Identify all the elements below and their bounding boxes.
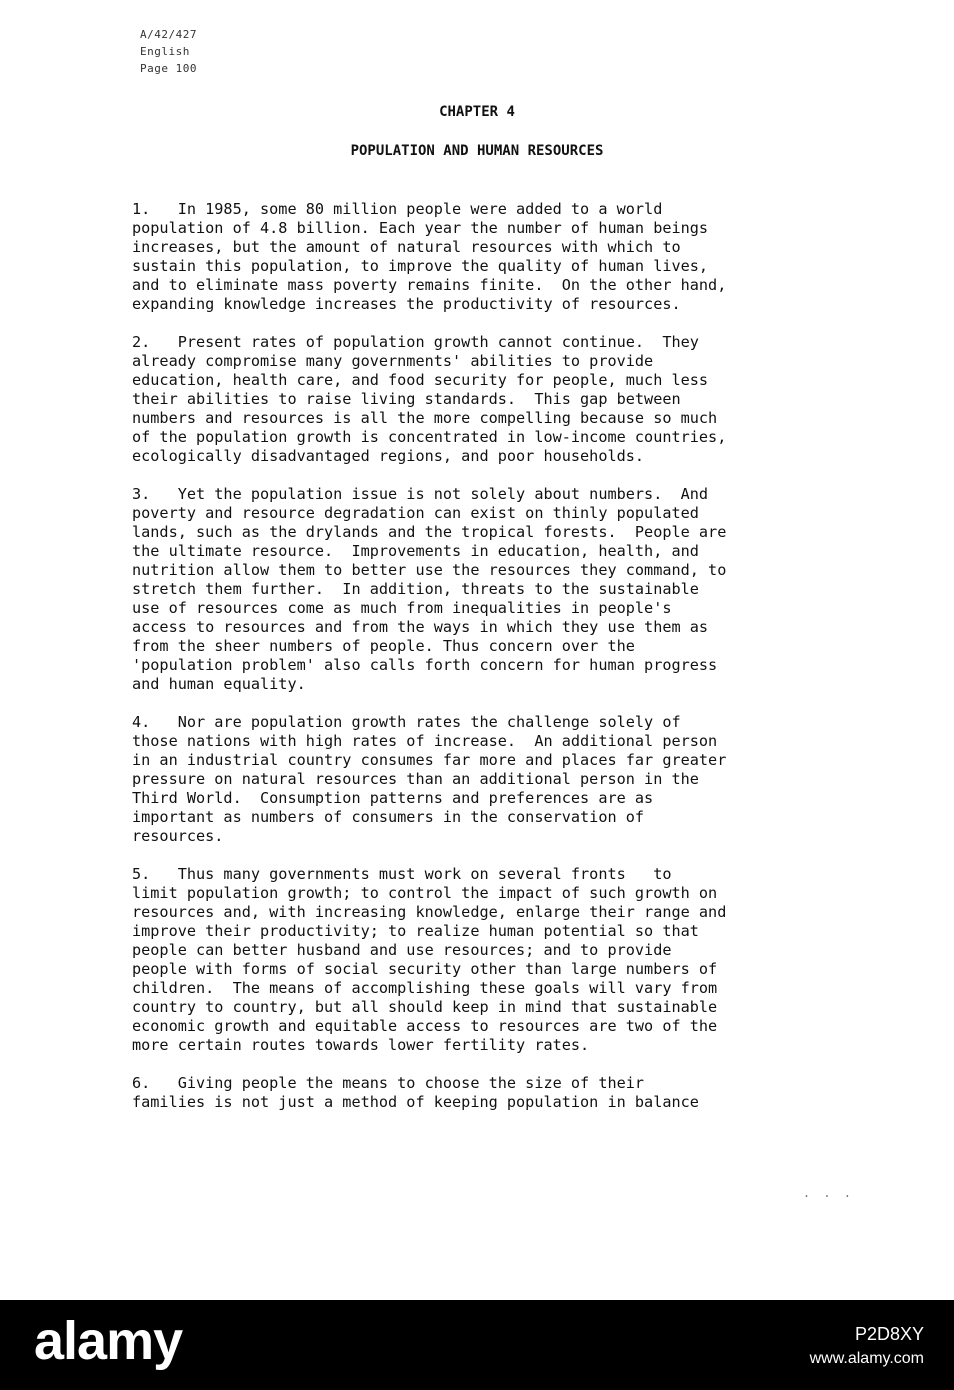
document-symbol: A/42/427 — [140, 28, 197, 41]
text-line: families is not just a method of keeping population in balance — [132, 1093, 699, 1111]
text-line: 3. Yet the population issue is not solely about numbers. And — [132, 485, 709, 503]
text-line: those nations with high rates of increase. An additional person — [132, 732, 718, 750]
text-line: nutrition allow them to better use the resources they command, to — [132, 561, 727, 579]
text-line: 6. Giving people the means to choose the size of their — [132, 1074, 645, 1092]
text-line: people with forms of social security other than large numbers of — [132, 960, 718, 978]
site-url: www.alamy.com — [809, 1350, 924, 1367]
alamy-logo: alamy — [34, 1311, 183, 1371]
text-line: 'population problem' also calls forth concern for human progress — [132, 656, 718, 674]
page-number: Page 100 — [140, 62, 197, 75]
text-line: improve their productivity; to realize human potential so that — [132, 922, 699, 940]
text-line: economic growth and equitable access to resources are two of the — [132, 1017, 718, 1035]
text-line: use of resources come as much from inequalities in people's — [132, 599, 672, 617]
text-line: and human equality. — [132, 675, 306, 693]
text-line: numbers and resources is all the more compelling because so much — [132, 409, 718, 427]
text-line: sustain this population, to improve the quality of human lives, — [132, 257, 709, 275]
text-line: and to eliminate mass poverty remains finite. On the other hand, — [132, 276, 727, 294]
paragraph-2 — [132, 333, 892, 466]
paragraph-5 — [132, 865, 892, 1055]
chapter-heading: CHAPTER 4 — [439, 104, 515, 120]
text-line: resources and, with increasing knowledge, enlarge their range and — [132, 903, 727, 921]
text-line: population of 4.8 billion. Each year the number of human beings — [132, 219, 709, 237]
text-line: resources. — [132, 827, 224, 845]
text-line: in an industrial country consumes far more and places far greater — [132, 751, 727, 769]
paragraph-1 — [132, 200, 892, 314]
text-line: 4. Nor are population growth rates the challenge solely of — [132, 713, 681, 731]
text-line: of the population growth is concentrated in low-income countries, — [132, 428, 727, 446]
text-line: already compromise many governments' abilities to provide — [132, 352, 654, 370]
text-line: from the sheer numbers of people. Thus concern over the — [132, 637, 635, 655]
text-line: their abilities to raise living standards. This gap between — [132, 390, 681, 408]
text-line: increases, but the amount of natural resources with which to — [132, 238, 681, 256]
document-header — [140, 26, 197, 77]
text-line: people can better husband and use resources; and to provide — [132, 941, 672, 959]
document-language: English — [140, 45, 190, 58]
paragraph-3 — [132, 485, 892, 694]
text-line: stretch them further. In addition, threats to the sustainable — [132, 580, 699, 598]
text-line: children. The means of accomplishing these goals will vary from — [132, 979, 718, 997]
text-line: expanding knowledge increases the productivity of resources. — [132, 295, 681, 313]
text-line: poverty and resource degradation can exist on thinly populated — [132, 504, 699, 522]
text-line: ecologically disadvantaged regions, and poor households. — [132, 447, 645, 465]
text-line: education, health care, and food security for people, much less — [132, 371, 709, 389]
text-line: Third World. Consumption patterns and preferences are as — [132, 789, 654, 807]
text-line: more certain routes towards lower fertility rates. — [132, 1036, 590, 1054]
text-line: access to resources and from the ways in which they use them as — [132, 618, 709, 636]
chapter-title: POPULATION AND HUMAN RESOURCES — [350, 143, 604, 159]
continuation-mark: . . . — [802, 1186, 854, 1200]
document-body — [132, 200, 892, 1131]
text-line: lands, such as the drylands and the tropical forests. People are — [132, 523, 727, 541]
image-id: P2D8XY — [854, 1324, 924, 1344]
paragraph-4 — [132, 713, 892, 846]
paragraph-6 — [132, 1074, 892, 1112]
text-line: 1. In 1985, some 80 million people were added to a world — [132, 200, 663, 218]
text-line: important as numbers of consumers in the conservation of — [132, 808, 645, 826]
watermark-footer — [0, 1300, 954, 1390]
text-line: 2. Present rates of population growth cannot continue. They — [132, 333, 699, 351]
text-line: country to country, but all should keep in mind that sustainable — [132, 998, 718, 1016]
text-line: pressure on natural resources than an additional person in the — [132, 770, 699, 788]
text-line: limit population growth; to control the impact of such growth on — [132, 884, 718, 902]
text-line: the ultimate resource. Improvements in education, health, and — [132, 542, 699, 560]
text-line: 5. Thus many governments must work on several fronts to — [132, 865, 672, 883]
